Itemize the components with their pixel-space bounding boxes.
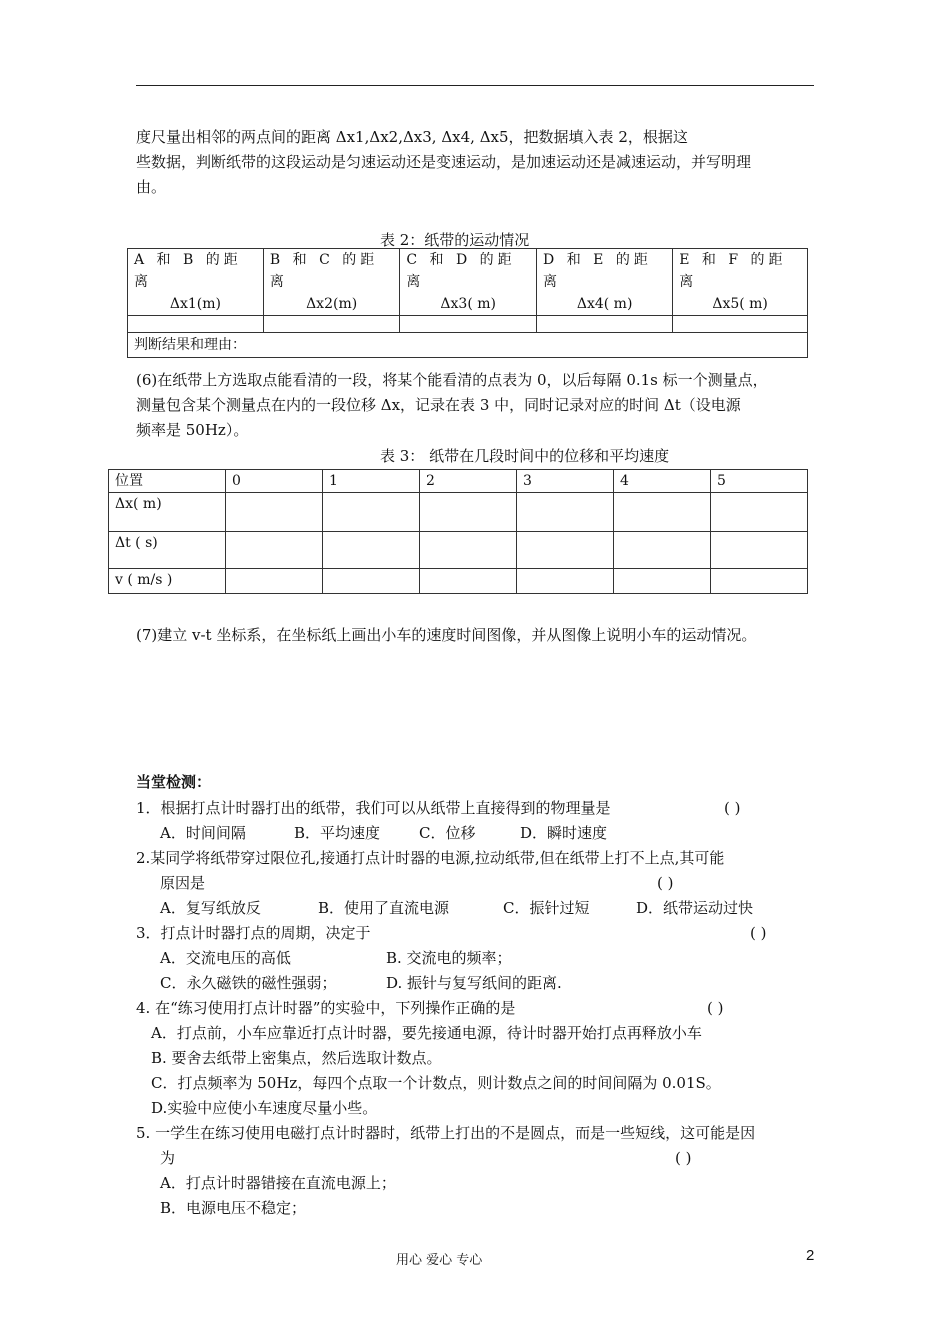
table2-caption: 表 2：纸带的运动情况 [380,231,530,249]
step7-text: (7)建立 v-t 坐标系，在坐标纸上画出小车的速度时间图像，并从图像上说明小车的运动情况。 [136,626,757,644]
table2-header-top: E 和 F 的距离 [679,252,787,290]
q2-option-c[interactable]: C．振针过短 [503,899,590,917]
intro-line-2: 些数据，判断纸带的这段运动是匀速运动还是变速运动，是加速运动还是减速运动，并写明理 [136,153,752,171]
table3-cell[interactable] [517,569,614,594]
q1-answer-bracket[interactable]: ( ) [724,799,741,817]
table3-row-label: v ( m/s ) [109,569,226,594]
table3-cell[interactable] [226,532,323,569]
q2-option-a[interactable]: A．复写纸放反 [160,899,261,917]
q4-option-a[interactable]: A．打点前，小车应靠近打点计时器，要先接通电源，待计时器开始打点再释放小车 [151,1024,702,1042]
table2-value-cell[interactable] [400,316,537,333]
q3-answer-bracket[interactable]: ( ) [750,924,767,942]
table3 [108,469,808,594]
table3-cell[interactable] [420,493,517,532]
q4-stem: 4. 在“练习使用打点计时器”的实验中，下列操作正确的是 [136,999,516,1017]
q3-option-a[interactable]: A．交流电压的高低 [160,949,291,967]
table3-cell[interactable] [711,569,808,594]
q3-option-b[interactable]: B. 交流电的频率； [386,949,512,967]
table3-row-label: Δt ( s) [109,532,226,569]
table3-cell[interactable] [517,493,614,532]
table2-header-bottom: Δx3( m) [440,296,496,312]
table3-header-label: 位置 [109,470,226,493]
q2-answer-bracket[interactable]: ( ) [657,874,674,892]
table3-cell[interactable] [323,493,420,532]
table2-header-cell [263,249,399,316]
q5-option-b[interactable]: B．电源电压不稳定； [160,1199,307,1217]
header-rule [136,85,814,86]
q4-answer-bracket[interactable]: ( ) [707,999,724,1017]
table3-cell[interactable] [226,493,323,532]
table3-cell[interactable] [614,532,711,569]
table3-cell[interactable] [323,569,420,594]
q1-option-d[interactable]: D．瞬时速度 [520,824,608,842]
q2-option-b[interactable]: B．使用了直流电源 [318,899,450,917]
quiz-title: 当堂检测： [136,773,212,791]
table2-header-top: B 和 C 的距离 [269,252,379,290]
table3-row-label: Δx( m) [109,493,226,532]
table2-header-bottom: Δx4( m) [576,296,633,312]
q2-option-d[interactable]: D．纸带运动过快 [636,899,754,917]
intro-line-3: 由。 [136,178,167,196]
table2-header-bottom: Δx5( m) [712,296,768,312]
table3-cell[interactable] [420,532,517,569]
table3-cell[interactable] [711,493,808,532]
table2-header-bottom: Δx1(m) [169,296,221,312]
table2-header-bottom: Δx2(m) [306,296,358,312]
table2-value-cell[interactable] [128,316,264,333]
table3-position: 3 [517,470,614,493]
table2-header-top: D 和 E 的距离 [543,252,652,290]
step6-line-1: (6)在纸带上方选取点能看清的一段，将某个能看清的点表为 0，以后每隔 0.1s 标一个测量点， [136,371,768,389]
table2-header-cell [673,249,808,316]
q3-option-c[interactable]: C．永久磁铁的磁性强弱； [160,974,337,992]
footer-slogan: 用心 爱心 专心 [396,1253,483,1268]
step6-line-2: 测量包含某个测量点在内的一段位移 Δx，记录在表 3 中，同时记录对应的时间 Δt（设电源 [136,396,741,414]
table2-header-cell [537,249,673,316]
table3-position: 0 [226,470,323,493]
q5-stem-2: 为 [160,1149,176,1167]
q3-option-d[interactable]: D. 振针与复写纸间的距离. [386,974,562,992]
q5-answer-bracket[interactable]: ( ) [675,1149,692,1167]
table3-position: 4 [614,470,711,493]
table3-cell[interactable] [614,569,711,594]
table3-cell[interactable] [323,532,420,569]
table3-position: 1 [323,470,420,493]
table2-header-top: C 和 D 的距离 [406,252,516,290]
q5-stem-1: 5. 一学生在练习使用电磁打点计时器时，纸带上打出的不是圆点，而是一些短线，这可能是因 [136,1124,756,1142]
q5-option-a[interactable]: A．打点计时器错接在直流电源上； [160,1174,396,1192]
q4-option-d[interactable]: D.实验中应使小车速度尽量小些。 [151,1099,378,1117]
table3-position: 5 [711,470,808,493]
step6-line-3: 频率是 50Hz）。 [136,421,249,439]
table2-value-cell[interactable] [537,316,673,333]
q4-option-c[interactable]: C．打点频率为 50Hz，每四个点取一个计数点，则计数点之间的时间间隔为 0.01S。 [151,1074,721,1092]
table2-header-cell [400,249,537,316]
table2-value-cell[interactable] [673,316,808,333]
table3-cell[interactable] [420,569,517,594]
table2-header-cell [128,249,264,316]
table3-caption: 表 3： 纸带在几段时间中的位移和平均速度 [380,447,670,465]
q1-option-c[interactable]: C．位移 [419,824,476,842]
table2-header-top: A 和 B 的距离 [134,252,242,290]
table3-cell[interactable] [614,493,711,532]
q1-stem: 1．根据打点计时器打出的纸带，我们可以从纸带上直接得到的物理量是 [136,799,611,817]
table3-cell[interactable] [226,569,323,594]
table2-judge-label: 判断结果和理由： [134,337,246,353]
q4-option-b[interactable]: B. 要舍去纸带上密集点，然后选取计数点。 [151,1049,442,1067]
q1-option-b[interactable]: B．平均速度 [294,824,381,842]
table3-position: 2 [420,470,517,493]
table2-judge-cell[interactable] [128,333,808,358]
table2 [127,248,808,358]
q1-option-a[interactable]: A．时间间隔 [160,824,246,842]
table2-value-cell[interactable] [263,316,399,333]
q3-stem: 3．打点计时器打点的周期，决定于 [136,924,371,942]
page-number: 2 [806,1247,815,1264]
q2-stem-1: 2.某同学将纸带穿过限位孔,接通打点计时器的电源,拉动纸带,但在纸带上打不上点,其可能 [136,849,725,867]
intro-line-1: 度尺量出相邻的两点间的距离 Δx1,Δx2,Δx3, Δx4, Δx5，把数据填入表 2，根据这 [136,128,688,146]
q2-stem-2: 原因是 [160,874,206,892]
table3-cell[interactable] [517,532,614,569]
table3-cell[interactable] [711,532,808,569]
